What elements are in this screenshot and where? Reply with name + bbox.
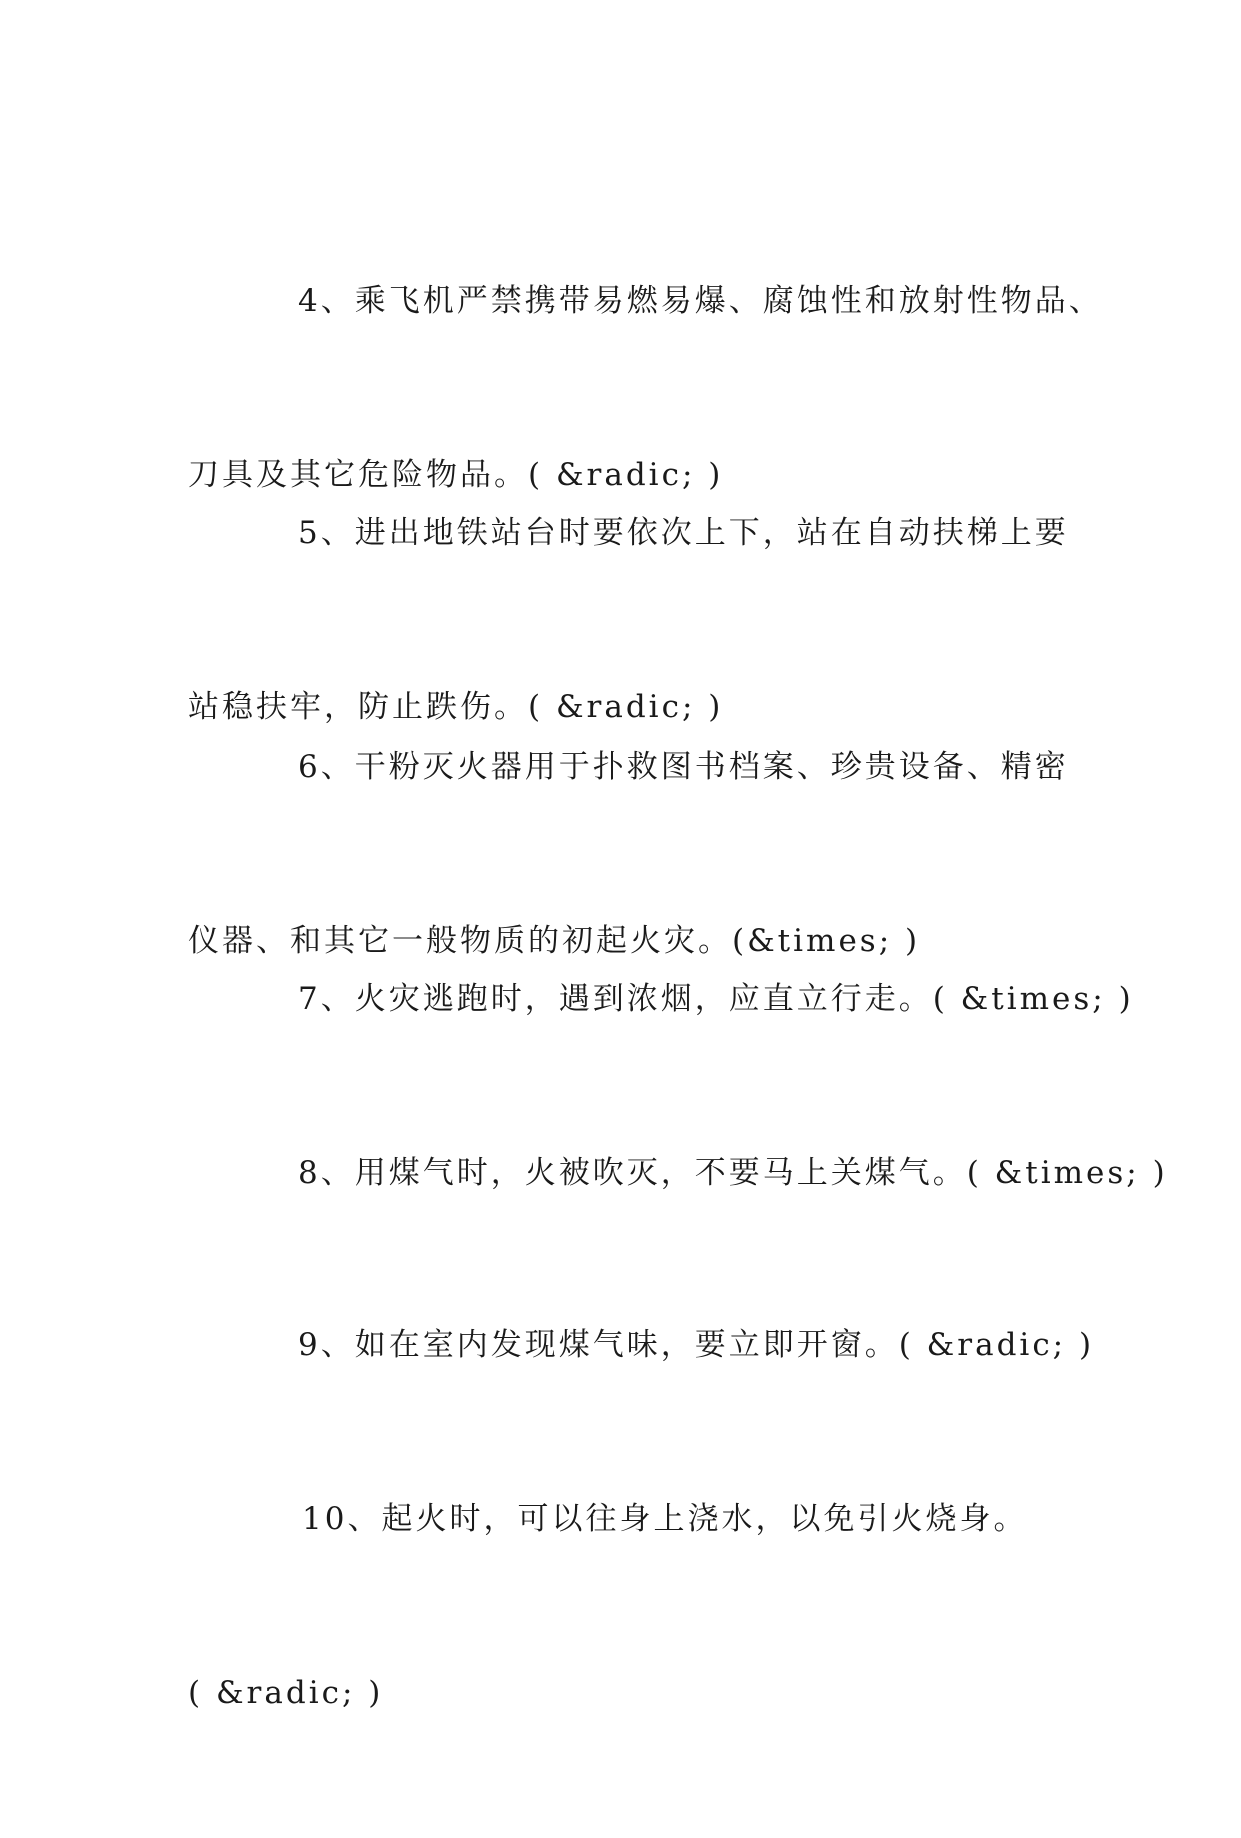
question-text-line: 刀具及其它危险物品。( &radic; ) [188, 457, 724, 493]
question-text-line: 7、火灾逃跑时，遇到浓烟，应直立行走。( &times; ) [298, 981, 1134, 1017]
question-text-line: 仪器、和其它一般物质的初起火灾。(&times; ) [188, 923, 921, 959]
question-text-line: 10、起火时，可以往身上浇水，以免引火烧身。 [302, 1501, 1028, 1537]
question-text-line: 9、如在室内发现煤气味，要立即开窗。( &radic; ) [298, 1327, 1095, 1363]
question-text-line: 5、进出地铁站台时要依次上下，站在自动扶梯上要 [298, 515, 1069, 551]
question-text-line: 站稳扶牢，防止跌伤。( &radic; ) [188, 689, 724, 725]
question-text-line: 8、用煤气时，火被吹灭，不要马上关煤气。( &times; ) [298, 1155, 1168, 1191]
question-text-line: ( &radic; ) [188, 1675, 384, 1711]
question-item-10 [188, 1374, 1068, 1838]
question-text-line: 4、乘飞机严禁携带易燃易爆、腐蚀性和放射性物品、 [298, 283, 1103, 319]
question-text-line: 6、干粉灭火器用于扑救图书档案、珍贵设备、精密 [298, 749, 1069, 785]
